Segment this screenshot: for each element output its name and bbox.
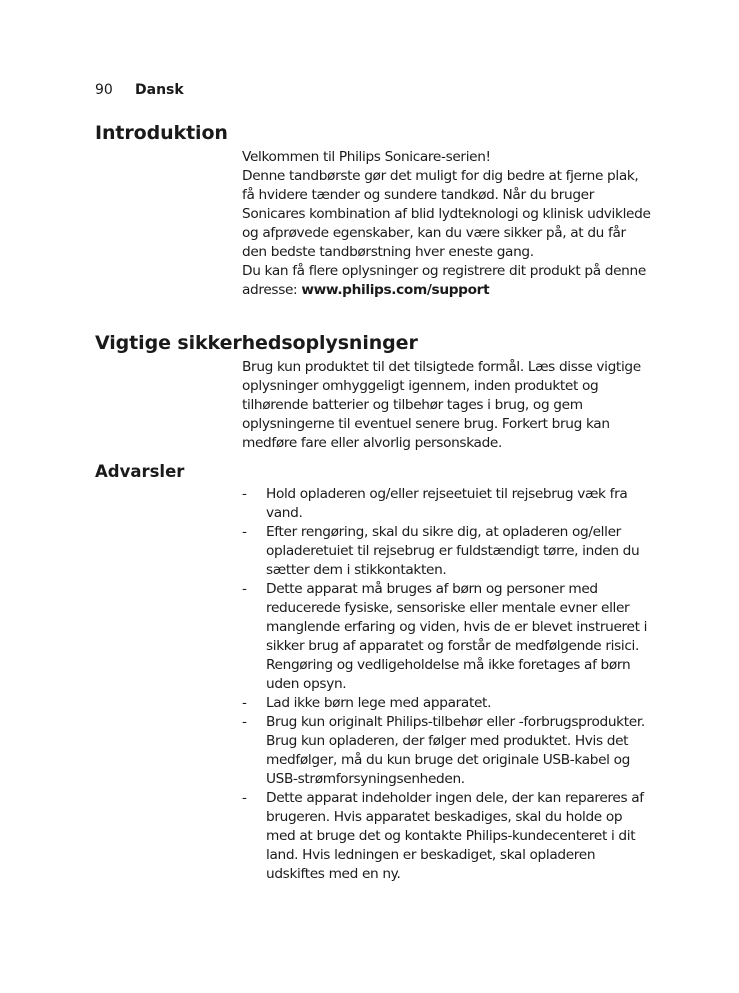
list-item-text: Hold opladeren og/eller rejseetuiet til rejsebrug væk fra vand. <box>266 486 628 521</box>
list-item <box>242 580 652 694</box>
dash-bullet: - <box>242 714 247 730</box>
dash-bullet: - <box>242 486 247 502</box>
list-item <box>242 694 652 713</box>
intro-register <box>242 262 652 300</box>
support-url: www.philips.com/support <box>301 282 490 298</box>
warnings-list <box>242 485 652 884</box>
page-header <box>95 82 184 98</box>
list-item <box>242 485 652 523</box>
dash-bullet: - <box>242 581 247 597</box>
safety-body: Brug kun produktet til det tilsigtede formål. Læs disse vigtige oplysninger omhyggeligt igennem, inden produktet og tilhørende batterier og tilbehør tages i brug, og gem oplysningerne til eventuel senere brug. Forkert brug kan medføre fare eller alvorlig personskade. <box>242 359 641 451</box>
list-item-text: Dette apparat må bruges af børn og personer med reducerede fysiske, sensoriske eller mentale evner eller manglende erfaring og viden, hvis de er blevet instrueret i sikker brug af apparatet og forstår de medfølgende risici. Rengøring og vedligeholdelse må ikke foretages af børn uden opsyn. <box>266 581 648 692</box>
intro-heading: Introduktion <box>95 122 228 144</box>
list-item <box>242 523 652 580</box>
intro-section <box>242 148 652 300</box>
list-item-text: Efter rengøring, skal du sikre dig, at opladeren og/eller opladeretuiet til rejsebrug er fuldstændigt tørre, inden du sætter dem i stikkontakten. <box>266 524 640 578</box>
list-item-text: Brug kun originalt Philips-tilbehør eller -forbrugsprodukter. Brug kun opladeren, der følger med produktet. Hvis det medfølger, må du kun bruge det originale USB-kabel og USB-strømforsyningsenheden. <box>266 714 645 787</box>
warnings-heading: Advarsler <box>95 462 185 481</box>
safety-section <box>242 358 652 453</box>
list-item <box>242 713 652 789</box>
intro-welcome: Velkommen til Philips Sonicare-serien! <box>242 149 491 165</box>
list-item-text: Dette apparat indeholder ingen dele, der kan repareres af brugeren. Hvis apparatet beskadiges, skal du holde op med at bruge det og kontakte Philips-kundecenteret i dit land. Hvis ledningen er beskadiget, skal opladeren udskiftes med en ny. <box>266 790 644 882</box>
intro-body: Denne tandbørste gør det muligt for dig bedre at fjerne plak, få hvidere tænder og sundere tandkød. Når du bruger Sonicares kombination af blid lydteknologi og klinisk udviklede og afprøvede egenskaber, kan du være sikker på, at du får den bedste tandbørstning hver eneste gang. <box>242 168 651 260</box>
list-item-text: Lad ikke børn lege med apparatet. <box>266 695 492 711</box>
dash-bullet: - <box>242 524 247 540</box>
list-item <box>242 789 652 884</box>
dash-bullet: - <box>242 695 247 711</box>
intro-register-text: Du kan få flere oplysninger og registrere dit produkt på denne adresse: <box>242 263 646 298</box>
language-label: Dansk <box>135 82 184 98</box>
safety-heading: Vigtige sikkerhedsoplysninger <box>95 332 418 354</box>
dash-bullet: - <box>242 790 247 806</box>
page-number: 90 <box>95 82 113 98</box>
